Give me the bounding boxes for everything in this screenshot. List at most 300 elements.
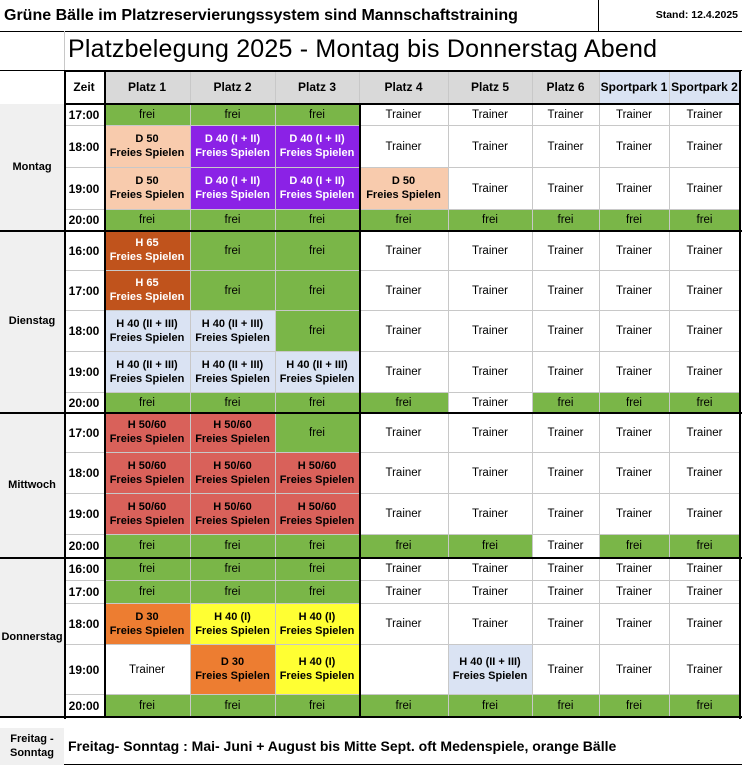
cell-text: [687, 108, 723, 122]
gridline: [64, 310, 740, 311]
trainer-slot-cell: [532, 453, 599, 494]
cell-line-main: frei: [139, 540, 155, 553]
cell-text: [139, 562, 155, 576]
cell-line-main: Trainer: [547, 663, 584, 676]
trainer-slot-cell: [532, 168, 599, 210]
booking-cell: [104, 126, 190, 168]
cell-line-main: Trainer: [616, 508, 652, 521]
free-slot-cell: [275, 558, 359, 581]
gridline: [64, 270, 740, 271]
cell-text: [396, 539, 412, 553]
cell-line-sub: Freies Spielen: [195, 331, 270, 344]
cell-line-main: Trainer: [686, 508, 723, 521]
cell-text: [472, 617, 508, 631]
cell-line-main: frei: [224, 699, 241, 712]
cell-text: [687, 426, 723, 440]
cell-line-main: Trainer: [547, 244, 584, 257]
trainer-slot-cell: [448, 453, 532, 494]
cell-line-main: Trainer: [616, 140, 652, 153]
cell-text: [687, 507, 723, 521]
cell-text: [616, 562, 652, 576]
trainer-slot-cell: [448, 558, 532, 581]
gridline: [64, 580, 740, 581]
cell-line-main: Trainer: [616, 426, 652, 439]
cell-line-main: Trainer: [616, 325, 652, 338]
booking-cell: [104, 271, 190, 311]
cell-line-main: frei: [482, 540, 498, 553]
cell-text: [386, 365, 422, 379]
border-line: [0, 230, 742, 232]
cell-text: [110, 133, 185, 161]
cell-text: [309, 244, 325, 258]
cell-text: [195, 359, 270, 387]
free-slot-cell: [275, 393, 359, 413]
footer-day-label: Freitag - Sonntag: [0, 728, 64, 765]
trainer-slot-cell: [448, 311, 532, 352]
cell-line-main: Trainer: [385, 618, 422, 631]
cell-text: [472, 562, 508, 576]
cell-line-main: Trainer: [547, 508, 584, 521]
trainer-slot-cell: [359, 271, 448, 311]
cell-text: [472, 108, 508, 122]
trainer-slot-cell: [599, 453, 669, 494]
cell-text: [616, 182, 652, 196]
free-slot-cell: [104, 535, 190, 558]
cell-line-main: Trainer: [472, 108, 508, 121]
trainer-slot-cell: [532, 413, 599, 453]
free-slot-cell: [190, 210, 275, 231]
time-cell: 17:00: [68, 425, 100, 440]
cell-line-main: Trainer: [686, 140, 723, 153]
free-slot-cell: [448, 210, 532, 231]
cell-text: [616, 324, 652, 338]
cell-text: [110, 237, 185, 265]
trainer-slot-cell: [669, 311, 740, 352]
cell-line-main: frei: [139, 586, 155, 599]
cell-line-main: Trainer: [385, 325, 422, 338]
cell-line-main: H 40 (II + III): [459, 656, 521, 669]
free-slot-cell: [669, 393, 740, 413]
free-slot-cell: [599, 210, 669, 231]
cell-line-main: Trainer: [385, 140, 422, 153]
trainer-slot-cell: [599, 558, 669, 581]
cell-text: [548, 585, 584, 599]
time-cell: 19:00: [68, 365, 100, 379]
trainer-slot-cell: [532, 126, 599, 168]
cell-text: [472, 507, 508, 521]
cell-line-main: H 40 (II + III): [116, 317, 178, 330]
cell-line-main: Trainer: [472, 508, 508, 521]
trainer-slot-cell: [359, 126, 448, 168]
booking-cell: [275, 494, 359, 535]
free-slot-cell: [104, 581, 190, 604]
cell-text: [687, 140, 723, 154]
booking-cell: [104, 231, 190, 271]
cell-text: [616, 663, 652, 677]
cell-text: [453, 656, 528, 684]
cell-text: [309, 699, 325, 713]
cell-text: [687, 324, 723, 338]
trainer-slot-cell: [599, 168, 669, 210]
free-slot-cell: [448, 535, 532, 558]
trainer-slot-cell: [599, 645, 669, 695]
cell-line-main: H 50/60: [127, 419, 167, 432]
booking-cell: [359, 168, 448, 210]
cell-text: [548, 365, 584, 379]
cell-text: [386, 108, 422, 122]
cell-text: [482, 699, 498, 713]
cell-text: [548, 426, 584, 440]
cell-text: [195, 419, 270, 447]
free-slot-cell: [532, 393, 599, 413]
cell-line-main: Trainer: [616, 244, 652, 257]
cell-line-main: Trainer: [547, 540, 584, 553]
cell-text: [626, 396, 642, 410]
cell-text: [386, 140, 422, 154]
cell-text: [616, 140, 652, 154]
gridline: [64, 534, 740, 535]
cell-text: [472, 396, 508, 410]
trainer-slot-cell: [599, 494, 669, 535]
cell-line-main: Trainer: [547, 140, 584, 153]
cell-line-main: Trainer: [385, 426, 422, 439]
gridline: [64, 209, 740, 210]
time-cell: 19:00: [68, 181, 100, 196]
booking-cell: [275, 126, 359, 168]
cell-line-main: D 40 (I + II): [289, 133, 345, 146]
cell-line-main: frei: [395, 540, 412, 553]
cell-text: [687, 244, 723, 258]
free-slot-cell: [275, 231, 359, 271]
trainer-slot-cell: [448, 494, 532, 535]
cell-text: [225, 539, 241, 553]
column-header-platz-1: Platz 1: [104, 70, 190, 104]
cell-line-sub: Freies Spielen: [195, 433, 270, 445]
trainer-slot-cell: [532, 558, 599, 581]
cell-text: [195, 175, 270, 203]
free-slot-cell: [275, 271, 359, 311]
trainer-slot-cell: [532, 271, 599, 311]
cell-line-main: frei: [139, 396, 155, 409]
cell-text: [195, 501, 270, 529]
booking-cell: [190, 311, 275, 352]
cell-line-main: Trainer: [686, 108, 723, 121]
cell-text: [687, 182, 723, 196]
cell-text: [195, 460, 270, 488]
cell-line-main: Trainer: [129, 663, 165, 676]
border-line: [0, 557, 742, 559]
cell-text: [687, 284, 723, 298]
cell-line-sub: Freies Spielen: [109, 147, 185, 159]
cell-line-main: H 50/60: [127, 500, 167, 513]
cell-line-main: frei: [224, 108, 241, 121]
cell-text: [110, 175, 185, 203]
cell-text: [129, 663, 165, 677]
gridline: [64, 644, 740, 645]
gridline: [64, 392, 740, 393]
trainer-slot-cell: [599, 604, 669, 645]
cell-text: [616, 466, 652, 480]
border-line: [359, 231, 361, 413]
border-line: [0, 70, 742, 71]
cell-line-sub: Freies Spielen: [279, 372, 355, 385]
booking-cell: [104, 413, 190, 453]
trainer-slot-cell: [359, 581, 448, 604]
gridline: [599, 70, 600, 717]
empty-slot-cell: [359, 645, 448, 695]
cell-text: [472, 284, 508, 298]
booking-cell: [275, 645, 359, 695]
cell-line-sub: Freies Spielen: [109, 291, 185, 303]
cell-line-main: D 50: [135, 175, 159, 188]
free-slot-cell: [104, 393, 190, 413]
cell-line-main: frei: [626, 540, 642, 553]
cell-text: [139, 585, 155, 599]
cell-line-main: frei: [309, 586, 325, 599]
cell-line-main: frei: [626, 699, 642, 712]
cell-line-main: D 30: [135, 610, 159, 623]
cell-line-main: H 40 (II + III): [201, 358, 264, 371]
cell-line-main: Trainer: [385, 108, 422, 121]
trainer-slot-cell: [532, 231, 599, 271]
free-slot-cell: [359, 695, 448, 717]
cell-line-sub: Freies Spielen: [279, 147, 355, 159]
cell-line-main: Trainer: [472, 182, 508, 195]
cell-text: [616, 617, 652, 631]
cell-text: [309, 539, 325, 553]
trainer-slot-cell: [669, 581, 740, 604]
column-header-platz-2: Platz 2: [190, 70, 275, 104]
cell-line-main: frei: [557, 396, 574, 409]
column-header-zeit: Zeit: [64, 70, 104, 104]
border-line: [359, 413, 361, 558]
booking-cell: [275, 168, 359, 210]
cell-text: [309, 108, 325, 122]
trainer-slot-cell: [669, 645, 740, 695]
trainer-slot-cell: [448, 104, 532, 126]
cell-line-main: frei: [309, 426, 325, 439]
booking-cell: [448, 645, 532, 695]
cell-line-main: frei: [224, 244, 241, 257]
free-slot-cell: [275, 311, 359, 352]
free-slot-cell: [599, 393, 669, 413]
cell-line-main: frei: [224, 396, 241, 409]
cell-text: [110, 460, 185, 488]
cell-line-sub: Freies Spielen: [109, 372, 185, 385]
trainer-slot-cell: [669, 168, 740, 210]
cell-line-main: H 40 (II + III): [116, 358, 178, 371]
trainer-slot-cell: [104, 645, 190, 695]
column-header-platz-4: Platz 4: [359, 70, 448, 104]
cell-line-main: frei: [309, 699, 325, 712]
cell-text: [386, 585, 422, 599]
cell-text: [616, 244, 652, 258]
booking-cell: [104, 352, 190, 393]
cell-line-main: Trainer: [686, 426, 723, 439]
cell-text: [616, 426, 652, 440]
trainer-slot-cell: [359, 453, 448, 494]
cell-line-sub: Freies Spielen: [109, 331, 185, 344]
free-slot-cell: [190, 581, 275, 604]
cell-line-main: frei: [395, 396, 412, 409]
cell-line-main: frei: [139, 214, 155, 227]
cell-text: [309, 585, 325, 599]
cell-text: [386, 426, 422, 440]
cell-text: [195, 133, 270, 161]
cell-line-main: Trainer: [686, 586, 723, 599]
cell-line-main: H 40 (II + III): [286, 358, 348, 371]
trainer-slot-cell: [669, 453, 740, 494]
cell-line-main: frei: [626, 214, 642, 227]
trainer-slot-cell: [359, 558, 448, 581]
column-header-platz-6: Platz 6: [532, 70, 599, 104]
footer-note: Freitag- Sonntag : Mai- Juni + August bis Mitte Sept. oft Medenspiele, orange Bälle: [68, 737, 617, 754]
cell-line-main: D 40 (I + II): [204, 175, 261, 188]
cell-line-main: frei: [309, 284, 325, 297]
cell-line-main: H 50/60: [213, 459, 252, 472]
cell-line-main: Trainer: [547, 563, 584, 576]
cell-line-main: frei: [309, 540, 325, 553]
time-cell: 16:00: [68, 562, 100, 576]
gridline: [64, 351, 740, 352]
cell-line-main: frei: [224, 214, 241, 227]
booking-cell: [104, 311, 190, 352]
trainer-slot-cell: [448, 231, 532, 271]
trainer-slot-cell: [448, 352, 532, 393]
cell-text: [225, 585, 241, 599]
booking-cell: [104, 604, 190, 645]
cell-line-main: frei: [395, 699, 412, 712]
cell-text: [697, 539, 713, 553]
gridline: [64, 167, 740, 168]
cell-line-main: Trainer: [385, 586, 422, 599]
free-slot-cell: [190, 695, 275, 717]
day-label-montag: Montag: [0, 104, 64, 231]
trainer-slot-cell: [448, 271, 532, 311]
free-slot-cell: [275, 210, 359, 231]
cell-line-main: Trainer: [547, 284, 584, 297]
cell-line-main: Trainer: [385, 284, 422, 297]
trainer-slot-cell: [599, 413, 669, 453]
border-line: [739, 70, 741, 719]
booking-cell: [190, 413, 275, 453]
cell-line-main: frei: [309, 214, 325, 227]
cell-text: [309, 213, 325, 227]
cell-text: [225, 108, 241, 122]
cell-line-main: Trainer: [472, 563, 508, 576]
free-slot-cell: [448, 695, 532, 717]
cell-line-main: frei: [696, 540, 713, 553]
cell-line-main: frei: [696, 214, 713, 227]
cell-text: [280, 175, 355, 203]
time-cell: 20:00: [68, 539, 100, 553]
trainer-slot-cell: [532, 645, 599, 695]
cell-line-main: frei: [139, 563, 155, 576]
cell-line-main: frei: [696, 396, 713, 409]
cell-line-main: Trainer: [385, 366, 422, 379]
trainer-slot-cell: [359, 413, 448, 453]
border-line: [598, 0, 599, 31]
trainer-slot-cell: [532, 535, 599, 558]
column-header-platz-5: Platz 5: [448, 70, 532, 104]
cell-line-main: Trainer: [616, 467, 652, 480]
trainer-slot-cell: [359, 604, 448, 645]
cell-text: [548, 617, 584, 631]
cell-line-main: frei: [139, 108, 155, 121]
trainer-slot-cell: [669, 271, 740, 311]
cell-text: [626, 213, 642, 227]
cell-line-main: Trainer: [547, 467, 584, 480]
cell-text: [139, 539, 155, 553]
cell-text: [386, 617, 422, 631]
trainer-slot-cell: [669, 126, 740, 168]
cell-line-sub: Freies Spielen: [195, 473, 270, 486]
free-slot-cell: [669, 535, 740, 558]
gridline: [64, 493, 740, 494]
day-label-mittwoch: Mittwoch: [0, 413, 64, 558]
gridline: [64, 125, 740, 126]
booking-cell: [190, 604, 275, 645]
free-slot-cell: [275, 581, 359, 604]
booking-cell: [190, 494, 275, 535]
border-line: [0, 716, 742, 718]
time-cell: 20:00: [68, 698, 100, 713]
cell-text: [548, 507, 584, 521]
cell-text: [396, 699, 412, 713]
cell-text: [195, 611, 270, 639]
cell-line-main: D 30: [220, 656, 245, 669]
cell-line-main: Trainer: [472, 618, 508, 631]
cell-text: [697, 396, 713, 410]
trainer-slot-cell: [599, 126, 669, 168]
cell-line-main: frei: [626, 396, 642, 409]
cell-line-main: Trainer: [616, 563, 652, 576]
border-line: [359, 104, 361, 231]
cell-line-sub: Freies Spielen: [109, 473, 185, 486]
cell-text: [225, 699, 241, 713]
cell-text: [472, 324, 508, 338]
time-cell: 18:00: [68, 139, 100, 154]
trainer-slot-cell: [448, 581, 532, 604]
cell-text: [558, 213, 574, 227]
trainer-slot-cell: [599, 104, 669, 126]
cell-text: [548, 140, 584, 154]
cell-text: [309, 284, 325, 298]
cell-text: [309, 562, 325, 576]
cell-line-main: H 50/60: [297, 459, 337, 472]
cell-line-main: Trainer: [686, 244, 723, 257]
cell-line-main: frei: [482, 699, 498, 712]
page-title: Platzbelegung 2025 - Montag bis Donnerstag Abend: [68, 35, 658, 64]
cell-line-main: Trainer: [472, 426, 508, 439]
cell-line-main: frei: [309, 244, 325, 257]
cell-text: [110, 318, 185, 346]
free-slot-cell: [275, 695, 359, 717]
border-line: [104, 70, 106, 717]
cell-text: [280, 656, 355, 684]
booking-cell: [190, 453, 275, 494]
cell-text: [139, 213, 155, 227]
cell-text: [548, 182, 584, 196]
free-slot-cell: [190, 535, 275, 558]
free-slot-cell: [104, 558, 190, 581]
cell-text: [386, 244, 422, 258]
cell-line-main: Trainer: [472, 244, 508, 257]
time-cell: 18:00: [68, 324, 100, 338]
cell-text: [309, 426, 325, 440]
cell-line-main: Trainer: [385, 563, 422, 576]
free-slot-cell: [190, 231, 275, 271]
